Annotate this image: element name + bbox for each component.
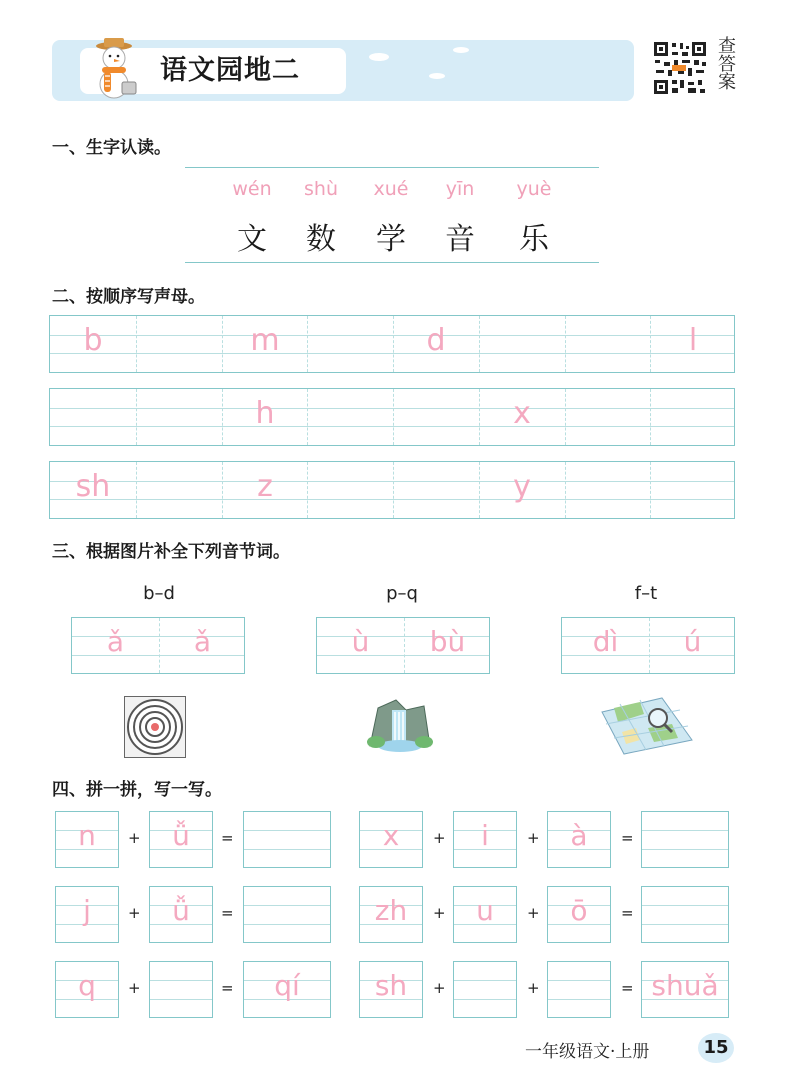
pair-label: f–t <box>634 583 658 604</box>
pinyin-label: shù <box>304 178 338 200</box>
grid-line <box>642 924 728 925</box>
consonant-cell: b <box>83 323 103 358</box>
spelling-cell: ō <box>570 894 588 927</box>
section4-title: 四、拼一拼，写一写。 <box>52 780 222 800</box>
plus-sign: + <box>433 904 446 922</box>
grid-line <box>50 353 734 354</box>
cell-divider <box>650 462 651 518</box>
spelling-box[interactable] <box>359 961 423 1018</box>
cell-divider <box>565 316 566 372</box>
consonant-row[interactable] <box>49 388 735 446</box>
syllable-cell: ǎ <box>193 625 212 658</box>
spelling-cell: zh <box>374 894 408 927</box>
spelling-box[interactable] <box>149 811 213 868</box>
spelling-box[interactable] <box>641 886 729 943</box>
hanzi-char: 学 <box>376 222 406 257</box>
section2-title: 二、按顺序写声母。 <box>52 287 205 307</box>
syllable-box[interactable] <box>316 617 490 674</box>
equals-sign: = <box>221 979 234 997</box>
consonant-cell: sh <box>75 469 111 504</box>
qr-label: 查答案 <box>715 36 736 90</box>
cell-divider <box>565 389 566 445</box>
divider <box>185 167 599 168</box>
cloud-icon <box>452 46 470 54</box>
consonant-cell: m <box>250 323 280 358</box>
consonant-cell: z <box>257 469 273 504</box>
plus-sign: + <box>433 829 446 847</box>
target-icon <box>124 696 186 758</box>
pinyin-label: yuè <box>516 178 552 200</box>
cell-divider <box>136 316 137 372</box>
spelling-cell: q <box>78 969 96 1002</box>
grid-line <box>244 830 330 831</box>
spelling-box[interactable] <box>55 886 119 943</box>
grid-line <box>454 999 516 1000</box>
book-name: 一年级语文·上册 <box>525 1042 650 1062</box>
spelling-cell: x <box>382 819 400 852</box>
syllable-cell: ù <box>351 625 370 658</box>
cloud-icon <box>428 72 446 80</box>
spelling-box[interactable] <box>359 811 423 868</box>
grid-line <box>50 426 734 427</box>
equals-sign: = <box>621 904 634 922</box>
consonant-cell: h <box>255 396 275 431</box>
cloud-icon <box>368 52 390 62</box>
spelling-box[interactable] <box>55 811 119 868</box>
spelling-cell: qí <box>274 969 300 1002</box>
plus-sign: + <box>128 829 141 847</box>
grid-line <box>548 980 610 981</box>
spelling-box[interactable] <box>547 961 611 1018</box>
spelling-box[interactable] <box>547 811 611 868</box>
spelling-cell: n <box>78 819 96 852</box>
grid-line <box>50 335 734 336</box>
spelling-box[interactable] <box>55 961 119 1018</box>
spelling-box[interactable] <box>243 886 331 943</box>
hanzi-char: 乐 <box>519 222 549 257</box>
grid-line <box>150 980 212 981</box>
spelling-box[interactable] <box>359 886 423 943</box>
spelling-cell: à <box>570 819 588 852</box>
consonant-row[interactable] <box>49 315 735 373</box>
spelling-cell: i <box>481 819 489 852</box>
equals-sign: = <box>221 829 234 847</box>
spelling-cell: shuǎ <box>651 969 719 1002</box>
syllable-cell: ú <box>683 625 702 658</box>
spelling-box[interactable] <box>243 811 331 868</box>
map-icon <box>600 694 694 756</box>
spelling-box[interactable] <box>149 961 213 1018</box>
plus-sign: + <box>527 829 540 847</box>
syllable-cell: dì <box>592 625 619 658</box>
syllable-box[interactable] <box>71 617 245 674</box>
cell-divider <box>650 389 651 445</box>
grid-line <box>548 999 610 1000</box>
hanzi-char: 音 <box>445 222 475 257</box>
consonant-cell: d <box>426 323 446 358</box>
syllable-cell: bù <box>429 625 466 658</box>
cell-divider <box>479 316 480 372</box>
grid-line <box>50 481 734 482</box>
plus-sign: + <box>527 904 540 922</box>
consonant-cell: y <box>513 469 531 504</box>
spelling-box[interactable] <box>243 961 331 1018</box>
pinyin-label: yīn <box>445 178 475 200</box>
snowman-icon <box>80 36 144 100</box>
pair-label: p–q <box>386 583 418 604</box>
spelling-cell: ǚ <box>172 819 190 852</box>
grid-line <box>642 830 728 831</box>
cell-divider <box>565 462 566 518</box>
spelling-cell: u <box>476 894 494 927</box>
grid-line <box>244 849 330 850</box>
grid-line <box>50 499 734 500</box>
consonant-cell: x <box>513 396 531 431</box>
page-title: 语文园地二 <box>160 55 300 86</box>
spelling-box[interactable] <box>149 886 213 943</box>
plus-sign: + <box>433 979 446 997</box>
grid-line <box>244 905 330 906</box>
equals-sign: = <box>621 979 634 997</box>
consonant-row[interactable] <box>49 461 735 519</box>
cell-divider <box>136 389 137 445</box>
syllable-box[interactable] <box>561 617 735 674</box>
spelling-box[interactable] <box>453 886 517 943</box>
grid-line <box>50 408 734 409</box>
spelling-cell: j <box>83 894 91 927</box>
divider <box>185 262 599 263</box>
grid-line <box>150 999 212 1000</box>
grid-line <box>642 905 728 906</box>
plus-sign: + <box>527 979 540 997</box>
spelling-box[interactable] <box>641 961 729 1018</box>
plus-sign: + <box>128 979 141 997</box>
pinyin-label: wén <box>232 178 272 200</box>
equals-sign: = <box>621 829 634 847</box>
syllable-cell: ǎ <box>106 625 125 658</box>
section1-title: 一、生字认读。 <box>52 138 171 158</box>
grid-line <box>642 849 728 850</box>
cell-divider <box>136 462 137 518</box>
spelling-box[interactable] <box>641 811 729 868</box>
plus-sign: + <box>128 904 141 922</box>
hanzi-char: 数 <box>306 222 336 257</box>
hanzi-char: 文 <box>237 222 267 257</box>
section3-title: 三、根据图片补全下列音节词。 <box>52 542 290 562</box>
grid-line <box>244 924 330 925</box>
spelling-box[interactable] <box>453 961 517 1018</box>
grid-line <box>454 980 516 981</box>
spelling-box[interactable] <box>453 811 517 868</box>
waterfall-icon <box>366 696 434 754</box>
pair-label: b–d <box>143 583 175 604</box>
spelling-box[interactable] <box>547 886 611 943</box>
cell-divider <box>393 389 394 445</box>
page-number: 15 <box>698 1033 734 1063</box>
consonant-cell: l <box>688 323 698 358</box>
cell-divider <box>393 462 394 518</box>
pinyin-label: xué <box>373 178 409 200</box>
qr-code-icon[interactable] <box>652 40 708 96</box>
spelling-cell: sh <box>374 969 408 1002</box>
spelling-cell: ǚ <box>172 894 190 927</box>
equals-sign: = <box>221 904 234 922</box>
